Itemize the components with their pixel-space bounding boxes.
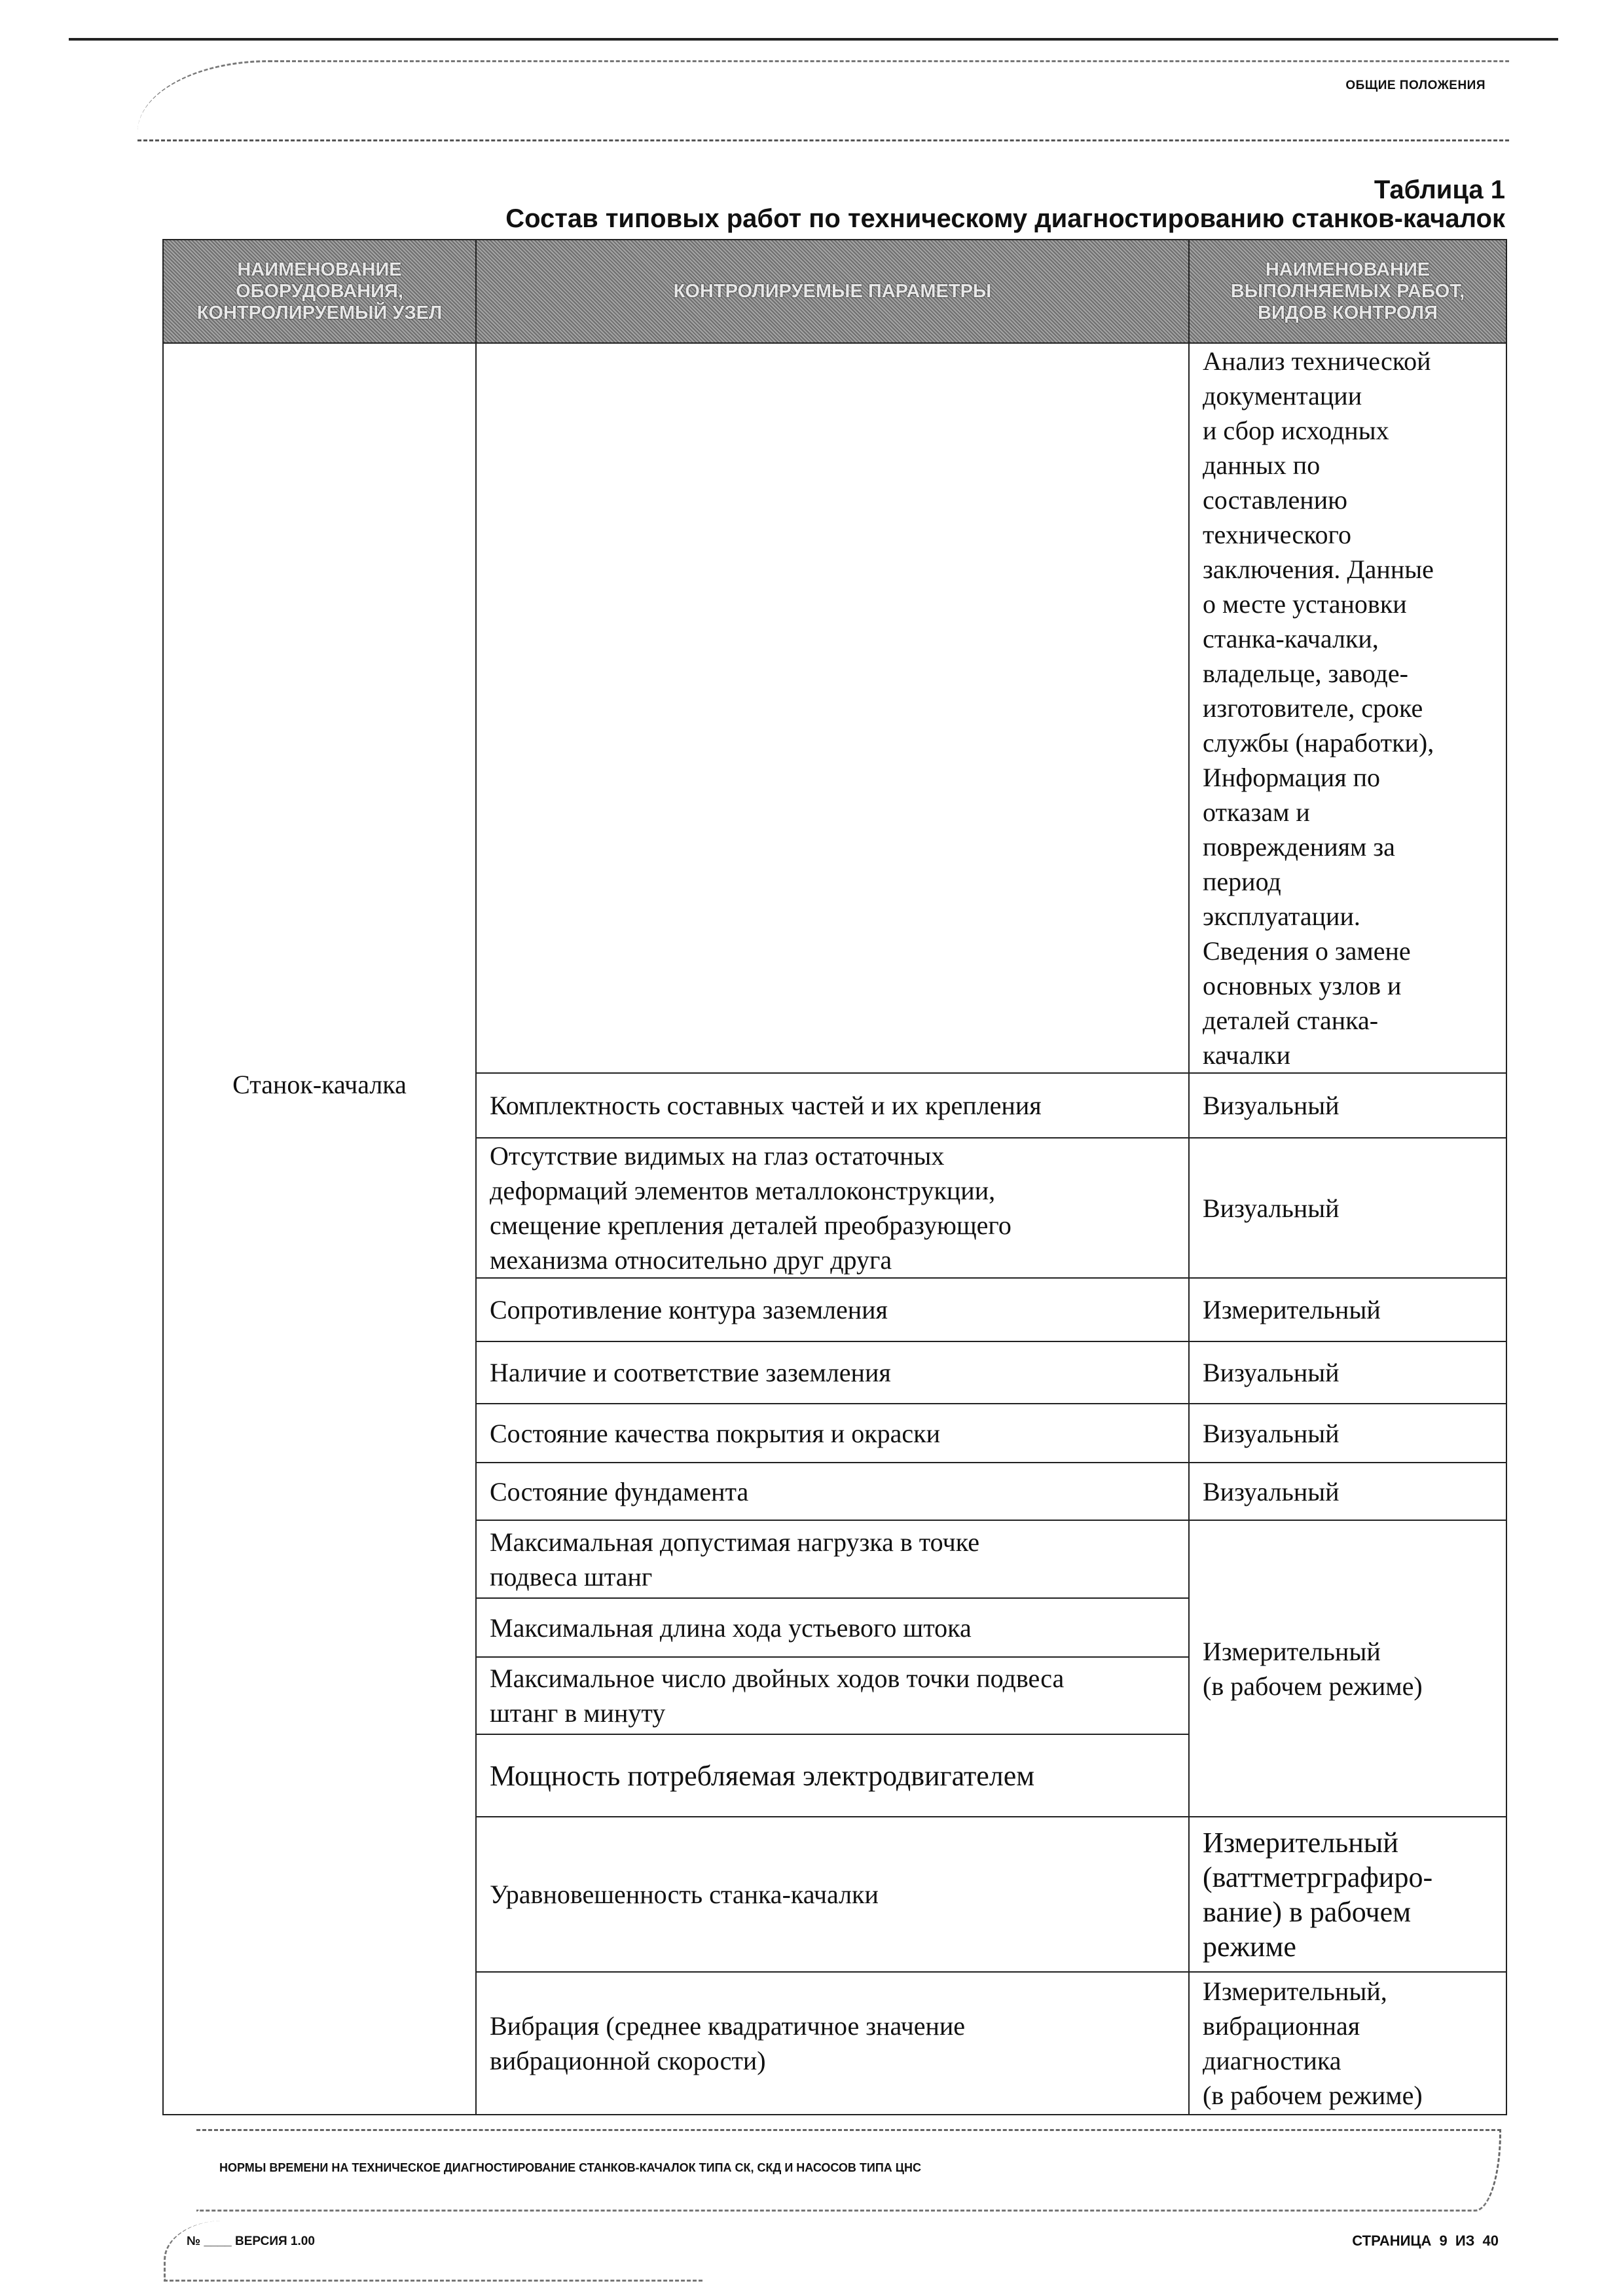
- table-row: [163, 343, 1506, 1073]
- param-cell: [476, 343, 1189, 1073]
- control-cell: Измерительный (ваттметргрaфиро- вание) в рабочем режиме: [1189, 1817, 1506, 1972]
- header-frame: [137, 60, 1509, 141]
- column-header-equipment: НАИМЕНОВАНИЕ ОБОРУДОВАНИЯ, КОНТРОЛИРУЕМЫЙ УЗЕЛ: [163, 240, 476, 343]
- param-cell: Наличие и соответствие заземления: [476, 1341, 1189, 1404]
- section-title: ОБЩИЕ ПОЛОЖЕНИЯ: [1345, 79, 1486, 92]
- param-cell: Состояние качества покрытия и окраски: [476, 1404, 1189, 1463]
- param-cell: Уравновешенность станка-качалки: [476, 1817, 1189, 1972]
- table-title: Состав типовых работ по техническому диагностированию станков-качалок: [505, 204, 1505, 233]
- control-cell: Визуальный: [1189, 1404, 1506, 1463]
- param-cell: Мощность потребляемая электродвигателем: [476, 1734, 1189, 1817]
- param-cell: Максимальная допустимая нагрузка в точке подвеса штанг: [476, 1520, 1189, 1598]
- column-header-control: НАИМЕНОВАНИЕ ВЫПОЛНЯЕМЫХ РАБОТ, ВИДОВ КОНТРОЛЯ: [1189, 240, 1506, 343]
- control-cell: Анализ технической документации и сбор исходных данных по составлению технического заключения. Данные о месте установки станка-качалки, владельце, заводе- изготовителе, сроке службы (наработки), Информация по отказам и повреждениям за период эксплуатации. Сведения о замене основных узлов и деталей станка- качалки: [1189, 343, 1506, 1073]
- param-cell: Отсутствие видимых на глаз остаточных деформаций элементов металлоконструкции, смещение крепления деталей преобразующего механизма относительно друг друга: [476, 1138, 1189, 1278]
- param-cell: Максимальное число двойных ходов точки подвеса штанг в минуту: [476, 1657, 1189, 1734]
- equipment-cell: Станок-качалка: [163, 343, 476, 2115]
- control-cell: Визуальный: [1189, 1463, 1506, 1520]
- control-cell: Визуальный: [1189, 1138, 1506, 1278]
- param-cell: Максимальная длина хода устьевого штока: [476, 1598, 1189, 1657]
- control-cell: Визуальный: [1189, 1073, 1506, 1138]
- param-cell: Вибрация (среднее квадратичное значение вибрационной скорости): [476, 1972, 1189, 2115]
- param-cell: Комплектность составных частей и их крепления: [476, 1073, 1189, 1138]
- header-rule: [69, 38, 1558, 41]
- footer-document-title: НОРМЫ ВРЕМЕНИ НА ТЕХНИЧЕСКОЕ ДИАГНОСТИРОВАНИЕ СТАНКОВ-КАЧАЛОК ТИПА СК, СКД И НАСОСОВ ТИПА ЦНС: [219, 2161, 921, 2174]
- footer-version: № ____ ВЕРСИЯ 1.00: [187, 2234, 315, 2248]
- works-table: [162, 239, 1507, 2115]
- table-number: Таблица 1: [1374, 175, 1505, 204]
- control-cell: Измерительный (в рабочем режиме): [1189, 1520, 1506, 1817]
- param-cell: Состояние фундамента: [476, 1463, 1189, 1520]
- footer-frame-lower: [164, 2221, 702, 2282]
- table-header-row: [163, 240, 1506, 343]
- control-cell: Измерительный, вибрационная диагностика (в рабочем режиме): [1189, 1972, 1506, 2115]
- control-cell: Измерительный: [1189, 1278, 1506, 1341]
- control-cell: Визуальный: [1189, 1341, 1506, 1404]
- page-number: СТРАНИЦА 9 ИЗ 40: [1352, 2232, 1499, 2249]
- param-cell: Сопротивление контура заземления: [476, 1278, 1189, 1341]
- column-header-parameters: КОНТРОЛИРУЕМЫЕ ПАРАМЕТРЫ: [476, 240, 1189, 343]
